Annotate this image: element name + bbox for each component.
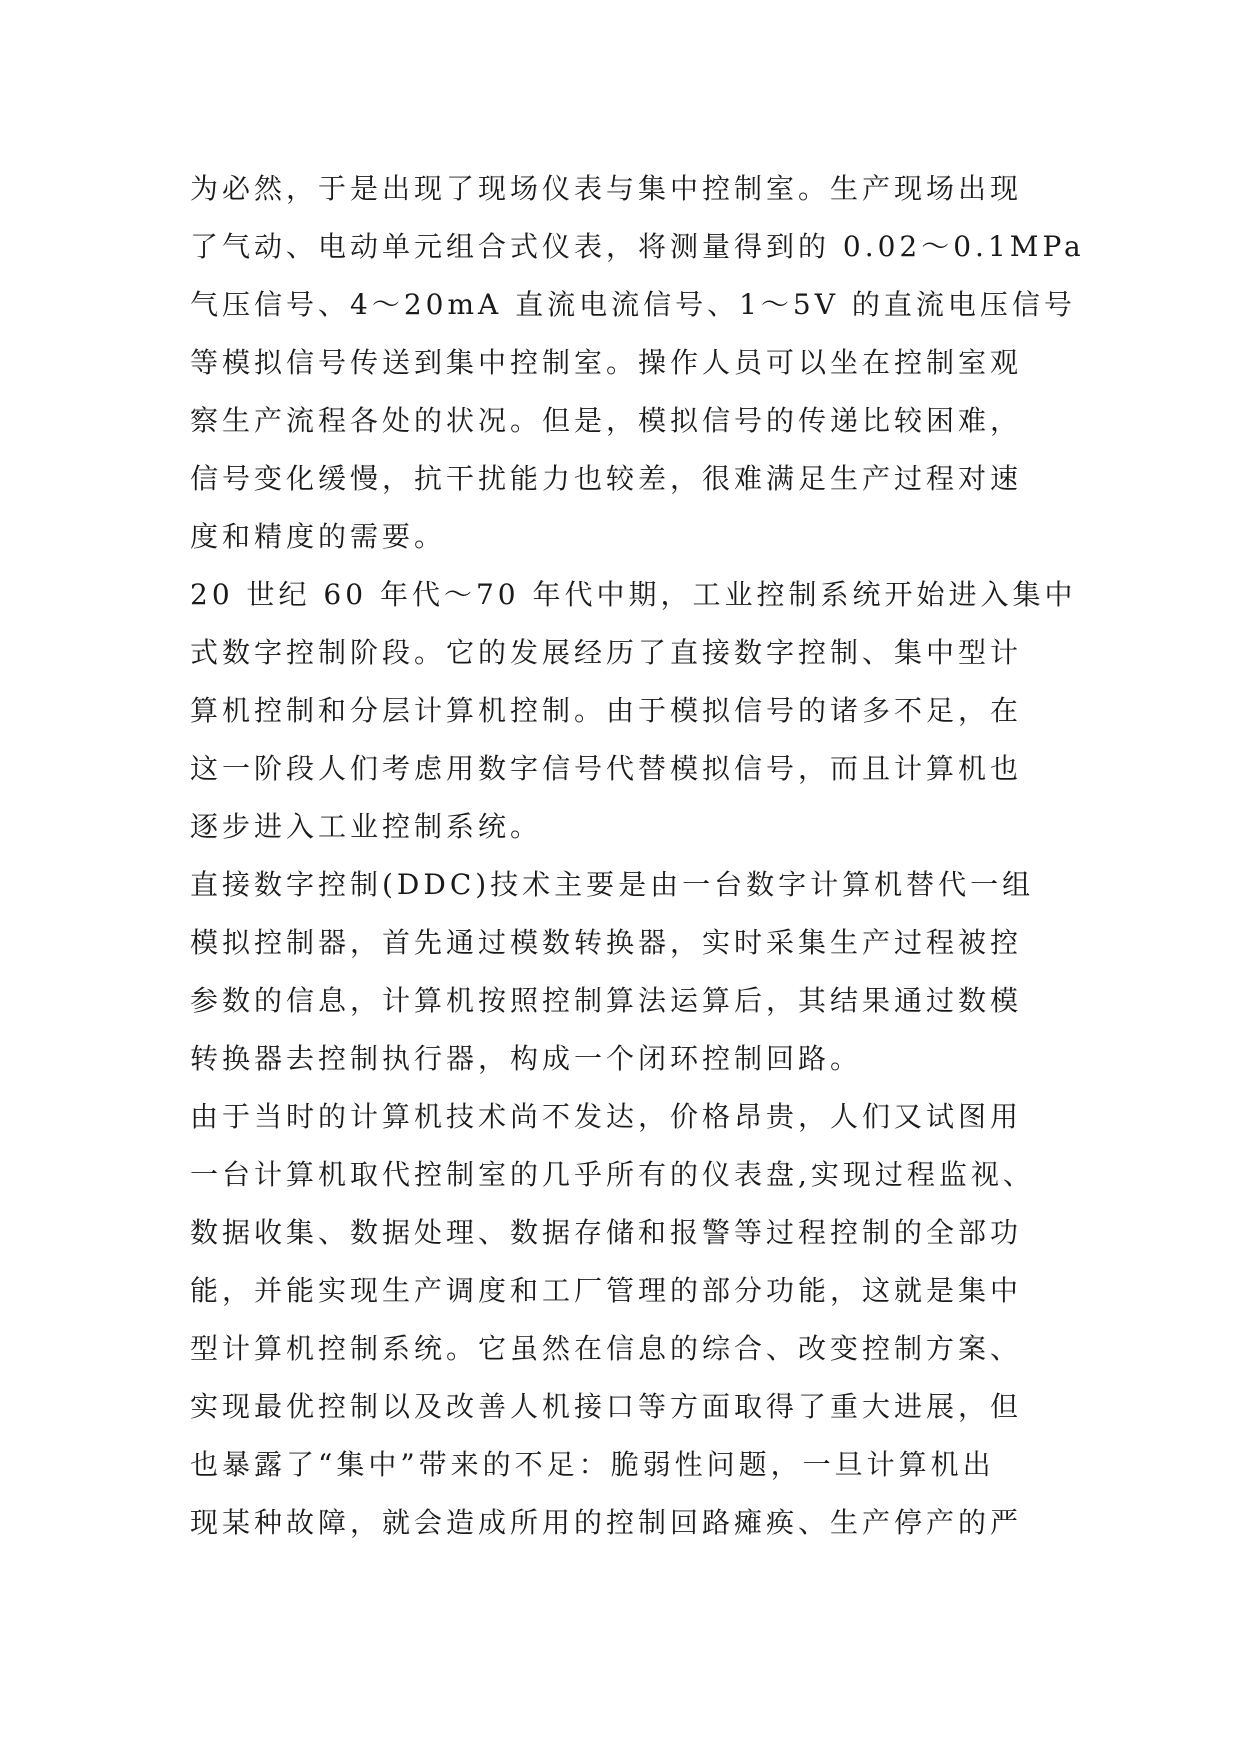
text-line: 能，并能实现生产调度和工厂管理的部分功能，这就是集中: [190, 1274, 1023, 1307]
text-line: 信号变化缓慢，抗干扰能力也较差，很难满足生产过程对速: [190, 462, 1023, 495]
text-line: 由于当时的计算机技术尚不发达，价格昂贵，人们又试图用: [190, 1100, 1023, 1133]
text-line: 也暴露了“集中”带来的不足：脆弱性问题，一旦计算机出: [190, 1448, 995, 1481]
text-line: 型计算机控制系统。它虽然在信息的综合、改变控制方案、: [190, 1332, 1023, 1365]
text-line: 实现最优控制以及改善人机接口等方面取得了重大进展，但: [190, 1390, 1023, 1423]
text-line: 度和精度的需要。: [190, 520, 447, 553]
text-line: 气压信号、4～20mA 直流电流信号、1～5V 的直流电压信号: [190, 288, 1076, 321]
text-line: 参数的信息，计算机按照控制算法运算后，其结果通过数模: [190, 984, 1023, 1017]
text-line: 现某种故障，就会造成所用的控制回路瘫痪、生产停产的严: [190, 1506, 1023, 1539]
text-line: 数据收集、数据处理、数据存储和报警等过程控制的全部功: [190, 1216, 1023, 1249]
text-line: 逐步进入工业控制系统。: [190, 810, 543, 843]
text-line: 一台计算机取代控制室的几乎所有的仪表盘,实现过程监视、: [190, 1158, 1035, 1191]
text-line: 式数字控制阶段。它的发展经历了直接数字控制、集中型计: [190, 636, 1023, 669]
text-line: 等模拟信号传送到集中控制室。操作人员可以坐在控制室观: [190, 346, 1023, 379]
text-line: 了气动、电动单元组合式仪表，将测量得到的 0.02～0.1MPa: [190, 230, 1085, 263]
text-line: 模拟控制器，首先通过模数转换器，实时采集生产过程被控: [190, 926, 1023, 959]
text-line: 这一阶段人们考虑用数字信号代替模拟信号，而且计算机也: [190, 752, 1023, 785]
text-line: 转换器去控制执行器，构成一个闭环控制回路。: [190, 1042, 863, 1075]
text-line: 算机控制和分层计算机控制。由于模拟信号的诸多不足，在: [190, 694, 1023, 727]
body-text: [190, 160, 1085, 1552]
text-line: 直接数字控制(DDC)技术主要是由一台数字计算机替代一组: [190, 868, 1035, 901]
text-line: 为必然，于是出现了现场仪表与集中控制室。生产现场出现: [190, 172, 1023, 205]
text-line: 察生产流程各处的状况。但是，模拟信号的传递比较困难，: [190, 404, 1023, 437]
text-line: 20 世纪 60 年代～70 年代中期，工业控制系统开始进入集中: [190, 578, 1077, 611]
